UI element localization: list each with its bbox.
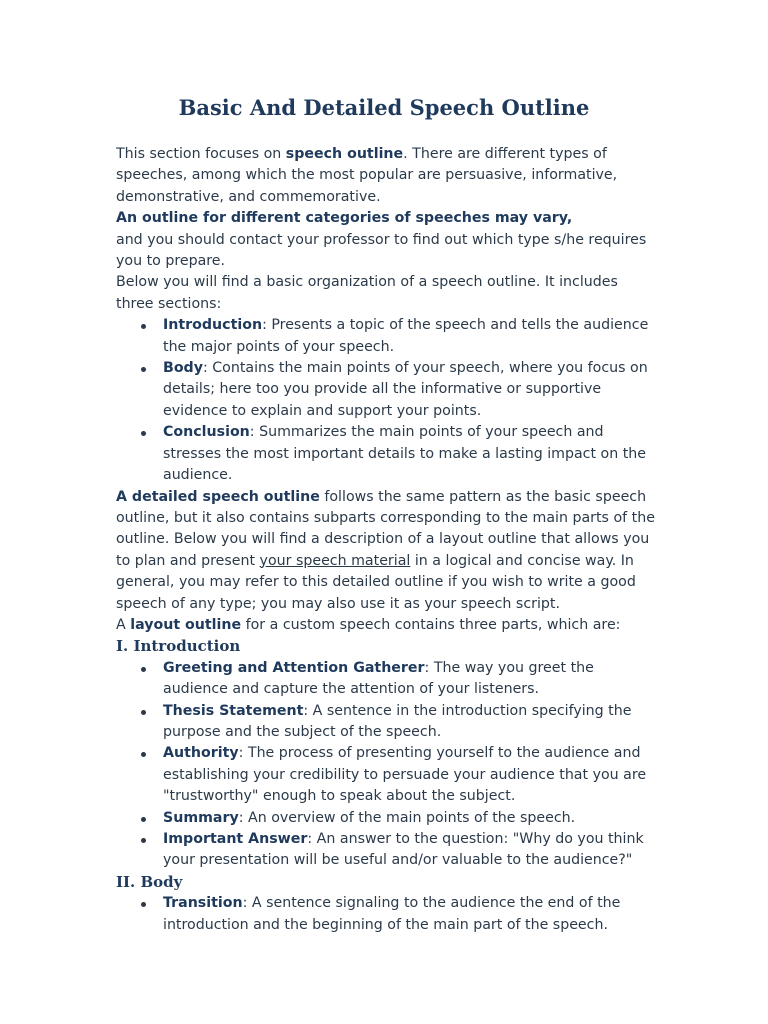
- section-heading-introduction: I. Introduction: [116, 637, 241, 656]
- layout-outline-paragraph: A layout outline for a custom speech contains three parts, which are:: [116, 616, 621, 633]
- intro-paragraph-1: This section focuses on speech outline. There are different types of speeches, among which the most popular are persuasive, informative, demonstrative, and commemorative.: [116, 146, 618, 205]
- list-item: Thesis Statement: A sentence in the introduction specifying the purpose and the subject of the speech.: [163, 701, 656, 744]
- list-item: Summary: An overview of the main points of the speech.: [163, 808, 656, 829]
- list-item: Body: Contains the main points of your speech, where you focus on details; here too you provide all the informative or supportive evidence to explain and support your points.: [163, 358, 656, 422]
- list-item: Greeting and Attention Gatherer: The way you greet the audience and capture the attention of your listeners.: [163, 658, 656, 701]
- list-item: Authority: The process of presenting yourself to the audience and establishing your credibility to persuade your audience that you are "trustworthy" enough to speak about the subject.: [163, 743, 656, 807]
- body-items-list: [116, 893, 656, 936]
- list-item: Introduction: Presents a topic of the speech and tells the audience the major points of your speech.: [163, 315, 656, 358]
- speech-outline-term: speech outline: [285, 146, 404, 162]
- list-item: Transition: A sentence signaling to the audience the end of the introduction and the beginning of the main part of the speech.: [163, 893, 656, 936]
- list-item: Conclusion: Summarizes the main points of your speech and stresses the most important details to make a lasting impact on the audience.: [163, 422, 656, 486]
- section-heading-body: II. Body: [116, 872, 183, 891]
- intro-paragraph-3: and you should contact your professor to find out which type s/he requires you to prepare.: [116, 231, 647, 270]
- speech-material-link[interactable]: your speech material: [259, 552, 411, 569]
- list-item: Important Answer: An answer to the question: "Why do you think your presentation will be useful and/or valuable to the audience?": [163, 829, 656, 872]
- intro-paragraph-2: An outline for different categories of speeches may vary,: [116, 210, 573, 227]
- detailed-outline-paragraph: A detailed speech outline follows the same pattern as the basic speech outline, but it also contains subparts corresponding to the main parts of the outline. Below you will find a description of a layout outline that allows you to plan and present your speech material in a logical and concise way. In general, you may refer to this detailed outline if you wish to write a good speech of any type; you may also use it as your speech script.: [116, 488, 655, 612]
- intro-paragraph-4: Below you will find a basic organization of a speech outline. It includes three sections:: [116, 274, 618, 312]
- page-title: Basic And Detailed Speech Outline: [178, 95, 590, 120]
- basic-sections-list: [116, 315, 656, 486]
- introduction-items-list: [116, 658, 656, 872]
- document-page: [116, 0, 656, 936]
- document-body: [116, 144, 656, 936]
